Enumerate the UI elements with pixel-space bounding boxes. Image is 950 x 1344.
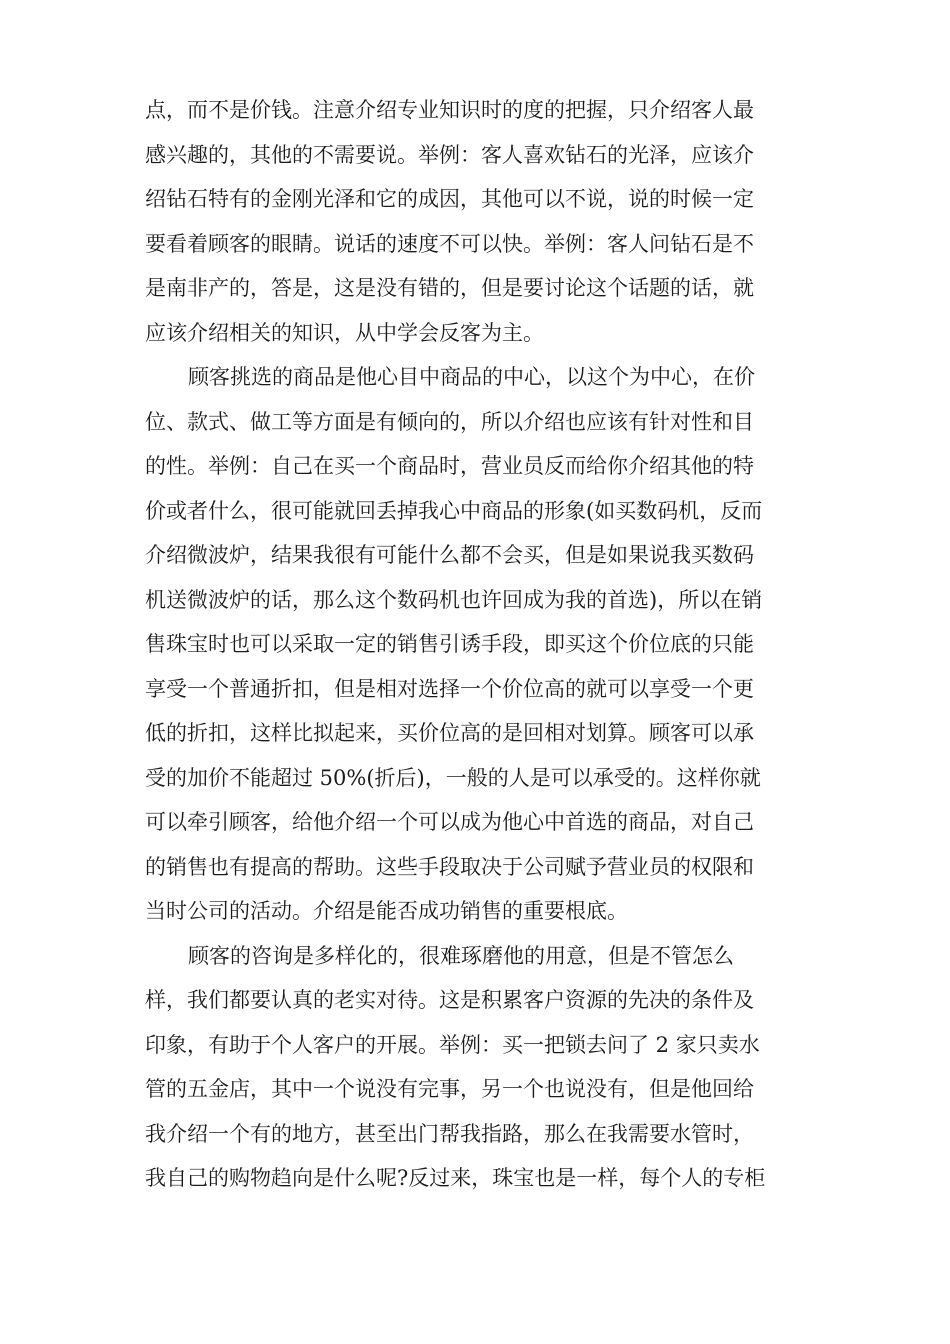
text-line: 受的加价不能超过 50%(折后)，一般的人是可以承受的。这样你就: [145, 765, 761, 790]
text-line: 我介绍一个有的地方，甚至出门帮我指路，那么在我需要水管时，: [145, 1121, 754, 1146]
text-line: 价或者什么，很可能就回丢掉我心中商品的形象(如买数码机，反而: [145, 498, 763, 523]
text-line: 点，而不是价钱。注意介绍专业知识时的度的把握，只介绍客人最: [145, 98, 754, 122]
text-line: 顾客挑选的商品是他心目中商品的中心，以这个为中心，在价: [188, 365, 755, 389]
text-line: 顾客的咨询是多样化的，很难琢磨他的用意，但是不管怎么: [188, 943, 734, 968]
text-line: 售珠宝时也可以采取一定的销售引诱手段，即买这个价位底的只能: [145, 632, 754, 656]
text-line: 可以牵引顾客，给他介绍一个可以成为他心中首选的商品，对自己: [145, 810, 754, 834]
text-line: 我自己的购物趋向是什么呢?反过来，珠宝也是一样，每个人的专柜: [145, 1166, 766, 1190]
text-line: 是南非产的，答是，这是没有错的，但是要讨论这个话题的话，就: [145, 276, 754, 300]
text-line: 享受一个普通折扣，但是相对选择一个价位高的就可以享受一个更: [145, 676, 754, 701]
text-line: 机送微波炉的话，那么这个数码机也许回成为我的首选)，所以在销: [145, 587, 763, 612]
text-line: 绍钻石特有的金刚光泽和它的成因，其他可以不说，说的时候一定: [145, 187, 754, 211]
text-line: 位、款式、做工等方面是有倾向的，所以介绍也应该有针对性和目: [145, 409, 754, 434]
text-line: 当时公司的活动。介绍是能否成功销售的重要根底。: [145, 899, 628, 923]
text-line: 印象，有助于个人客户的开展。举例：买一把锁去问了 2 家只卖水: [145, 1032, 760, 1057]
text-line: 的销售也有提高的帮助。这些手段取决于公司赋予营业员的权限和: [145, 854, 754, 879]
text-line: 要看着顾客的眼睛。说话的速度不可以快。举例：客人问钻石是不: [145, 231, 754, 256]
text-line: 介绍微波炉，结果我很有可能什么都不会买，但是如果说我买数码: [145, 543, 754, 567]
text-line: 低的折扣，这样比拟起来，买价位高的是回相对划算。顾客可以承: [145, 721, 754, 745]
document-body: [145, 88, 805, 1201]
text-line: 感兴趣的，其他的不需要说。举例：客人喜欢钻石的光泽，应该介: [145, 142, 754, 167]
text-line: 的性。举例：自己在买一个商品时，营业员反而给你介绍其他的特: [145, 454, 754, 478]
text-line: 样，我们都要认真的老实对待。这是积累客户资源的先决的条件及: [145, 988, 754, 1012]
text-line: 应该介绍相关的知识，从中学会反客为主。: [145, 320, 544, 345]
text-line: 管的五金店，其中一个说没有完事，另一个也说没有，但是他回给: [145, 1077, 754, 1101]
